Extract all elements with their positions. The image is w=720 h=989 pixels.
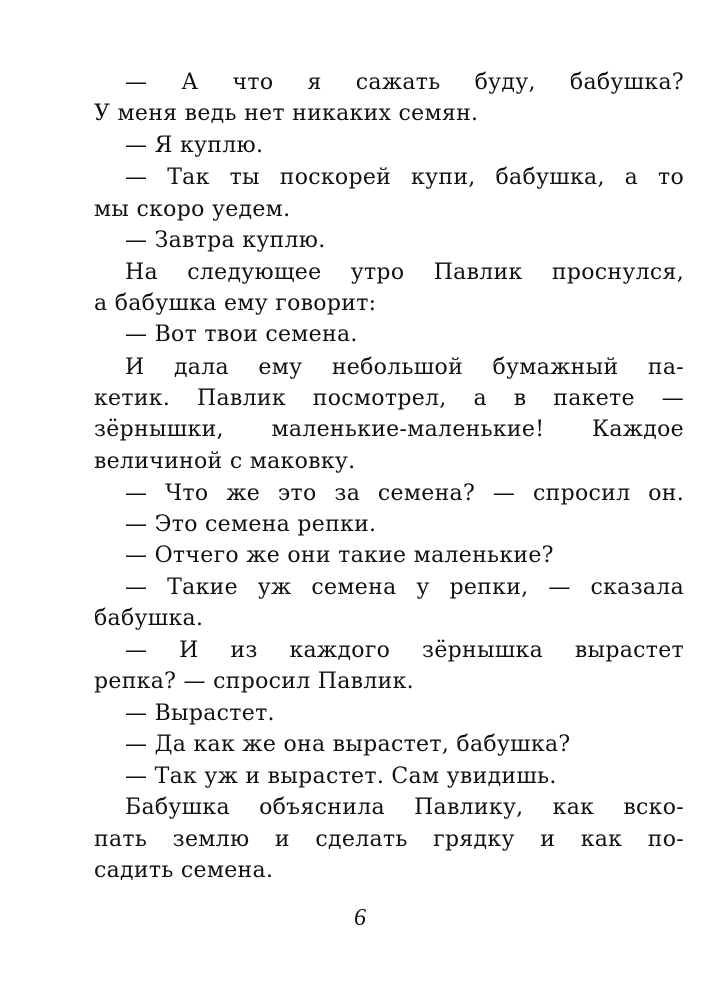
text-line: У меня ведь нет никаких семян. [94,101,479,126]
text-line: — Я куплю. [125,133,264,158]
text-line: кетик. Павлик посмотрел, а в пакете — [94,386,684,411]
text-line: садить семена. [94,858,274,883]
text-line: — Это семена репки. [125,512,377,537]
text-line: мы скоро уедем. [94,197,291,222]
text-line: — Что же это за семена? — спросил он. [125,481,684,506]
text-line: зёрнышки, маленькие-маленькие! Каждое [94,417,684,442]
page-number: 6 [354,905,366,931]
text-line: — Отчего же они такие маленькие? [125,543,554,568]
text-line: бабушка. [94,606,204,631]
text-line: репка? — спросил Павлик. [94,669,414,694]
text-line: — Так уж и вырастет. Сам увидишь. [125,764,557,789]
text-line: а бабушка ему говорит: [94,291,377,316]
text-line: И дала ему небольшой бумажный па- [125,355,684,380]
text-line: — Вырастет. [125,701,275,726]
text-line: — Так ты поскорей купи, бабушка, а то [125,165,684,190]
text-line: — А что я сажать буду, бабушка? [125,70,684,95]
text-line: — И из каждого зёрнышка вырастет [125,638,684,663]
text-line: — Такие уж семена у репки, — сказала [125,575,684,600]
text-line: — Завтра куплю. [125,228,326,253]
text-line: На следующее утро Павлик проснулся, [125,260,684,285]
text-line: величиной с маковку. [94,449,356,474]
text-line: — Да как же она вырастет, бабушка? [125,732,571,757]
text-line: — Вот твои семена. [125,322,358,347]
text-line: пать землю и сделать грядку и как по- [94,827,684,852]
text-line: Бабушка объяснила Павлику, как вско- [125,795,684,820]
